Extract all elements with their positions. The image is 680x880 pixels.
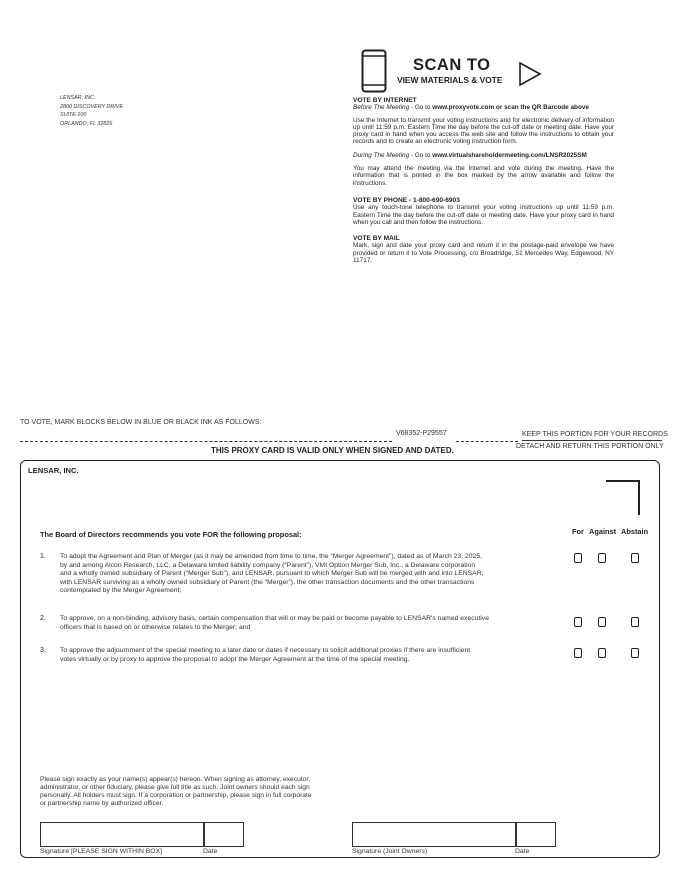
detach-portion-note: DETACH AND RETURN THIS PORTION ONLY (516, 443, 664, 450)
internet-before-text: Use the Internet to transmit your voting instructions and for electronic delivery of information up until 11:59 p.m. Eastern Time the day before the cut-off date or meeting date. Have your proxy card in hand when you access the web site and follow the instructions to obtain your records and to create an electronic voting instruction form. (353, 116, 614, 146)
before-meeting-label: Before The Meeting (353, 104, 410, 112)
proposal-2-against-checkbox[interactable] (598, 617, 606, 627)
proposal-3-for-checkbox[interactable] (574, 648, 582, 658)
joint-signature-box[interactable] (352, 822, 517, 847)
vote-by-internet-section (353, 97, 614, 187)
proposal-number: 1. (40, 553, 46, 560)
goto-text: - Go to (409, 151, 433, 159)
proxyvote-link[interactable]: www.proxyvote.com or scan the QR Barcode above (432, 104, 589, 112)
board-recommendation: The Board of Directors recommends you vote FOR the following proposal: (40, 530, 302, 539)
mail-text: Mark, sign and date your proxy card and return it in the postage-paid envelope we have provided or return it to Vote Processing, c/o Broadridge, 51 Mercedes Way, Edgewood, NY 11717. (353, 242, 614, 264)
proposal-line: and a wholly owned subsidiary of Parent (“Merger Sub”), and LENSAR, pursuant to which Merger Sub will be merged with and into LENSAR, (60, 570, 484, 578)
during-meeting-line (353, 152, 614, 159)
proposal-line: officers that is based on or otherwise relates to the Merger; and (60, 623, 251, 631)
signing-line: or partnership name by authorized officer. (40, 799, 164, 807)
smartphone-icon (361, 49, 387, 93)
virtual-meeting-link[interactable]: www.virtualshareholdermeeting.com/LNSR2025SM (432, 151, 587, 159)
proposal-2-for-checkbox[interactable] (574, 617, 582, 627)
detach-dashed-line (20, 441, 392, 442)
column-against: Against (589, 527, 617, 536)
signature-box[interactable] (40, 822, 205, 847)
address-line: 2800 DISCOVERY DRIVE (60, 103, 123, 110)
joint-date-label: Date (515, 848, 530, 855)
proposal-number: 3. (40, 647, 46, 654)
keep-divider (522, 440, 662, 441)
proposal-line: To approve, on a non-binding, advisory basis, certain compensation that will or may be paid or become payable to LENSAR's named executive (60, 615, 489, 622)
proposal-line: by and among Alcon Research, LLC, a Delaware limited liability company (“Parent”), VMI Option Merger Sub, Inc., a Delaware corporation (60, 561, 476, 569)
column-abstain: Abstain (621, 527, 649, 536)
proposal-3-against-checkbox[interactable] (598, 648, 606, 658)
proposal-text (60, 647, 520, 664)
address-line: ORLANDO, FL 32826 (60, 120, 113, 127)
vote-by-mail-section (353, 235, 614, 264)
return-address (60, 94, 123, 128)
control-number: V68352-P29557 (396, 430, 447, 437)
proposal-1-against-checkbox[interactable] (598, 553, 606, 563)
proposal-number: 2. (40, 615, 46, 622)
control-box-corner-mark (606, 480, 640, 515)
goto-text: - Go to (409, 104, 433, 112)
joint-signature-label: Signature (Joint Owners) (352, 848, 428, 855)
scan-subtitle: VIEW MATERIALS & VOTE (397, 75, 503, 85)
address-line: LENSAR, INC. (60, 95, 96, 101)
ink-instruction: TO VOTE, MARK BLOCKS BELOW IN BLUE OR BLACK INK AS FOLLOWS: (20, 419, 262, 426)
signing-instructions (40, 776, 360, 808)
date-label: Date (203, 848, 218, 855)
vote-by-phone-section (353, 197, 614, 226)
proposal-line: contemplated by the Merger Agreement; (60, 587, 182, 595)
keep-portion-note: KEEP THIS PORTION FOR YOUR RECORDS (522, 431, 668, 438)
column-for: For (572, 527, 584, 536)
proposal-1-for-checkbox[interactable] (574, 553, 582, 563)
signature-label: Signature [PLEASE SIGN WITHIN BOX] (40, 848, 163, 855)
phone-heading: VOTE BY PHONE - 1-800-690-6903 (353, 197, 460, 204)
scan-title: SCAN TO (413, 56, 491, 74)
play-arrow-icon (518, 61, 542, 87)
signing-line: administrator, or other fiduciary, please give full title as such. Joint owners should each sign (40, 783, 310, 791)
date-box[interactable] (203, 822, 244, 847)
proposal-1-abstain-checkbox[interactable] (631, 553, 639, 563)
proposal-2-abstain-checkbox[interactable] (631, 617, 639, 627)
mail-heading: VOTE BY MAIL (353, 235, 400, 242)
proposal-3-abstain-checkbox[interactable] (631, 648, 639, 658)
detach-dashed-line (456, 441, 518, 442)
card-company-name: LENSAR, INC. (28, 466, 79, 475)
proposal-line: with LENSAR surviving as a wholly owned subsidiary of Parent (the “Merger”), the other transaction documents and the other transactions (60, 578, 475, 586)
before-meeting-line (353, 104, 614, 111)
joint-date-box[interactable] (515, 822, 556, 847)
signing-line: personally. All holders must sign. If a corporation or partnership, please sign in full corporate (40, 791, 312, 799)
proposal-text (60, 553, 520, 596)
during-meeting-label: During The Meeting (353, 151, 410, 159)
address-line: SUITE 100 (60, 112, 87, 118)
internet-during-text: You may attend the meeting via the Internet and vote during the meeting. Have the information that is printed in the box marked by the arrow available and follow the instructions. (353, 165, 614, 187)
valid-note: THIS PROXY CARD IS VALID ONLY WHEN SIGNED AND DATED. (211, 446, 454, 455)
proposal-text (60, 615, 520, 632)
proposal-line: votes virtually or by proxy to approve the proposal to adopt the Merger Agreement at the time of the special meeting. (60, 655, 410, 663)
phone-text: Use any touch-tone telephone to transmit your voting instructions up until 11:59 p.m. Eastern Time the day before the cut-off date or meeting date. Have your proxy card in hand when you call and then follow the instructions. (353, 204, 614, 226)
proposal-line: To approve the adjournment of the special meeting to a later date or dates if necessary to solicit additional proxies if there are insufficient (60, 647, 471, 654)
internet-heading: VOTE BY INTERNET (353, 97, 417, 104)
proposal-line: To adopt the Agreement and Plan of Merger (as it may be amended from time to time, the “Merger Agreement”), dated as of March 23, 2025, (60, 553, 483, 560)
signing-line: Please sign exactly as your name(s) appear(s) hereon. When signing as attorney, executor, (40, 776, 311, 783)
